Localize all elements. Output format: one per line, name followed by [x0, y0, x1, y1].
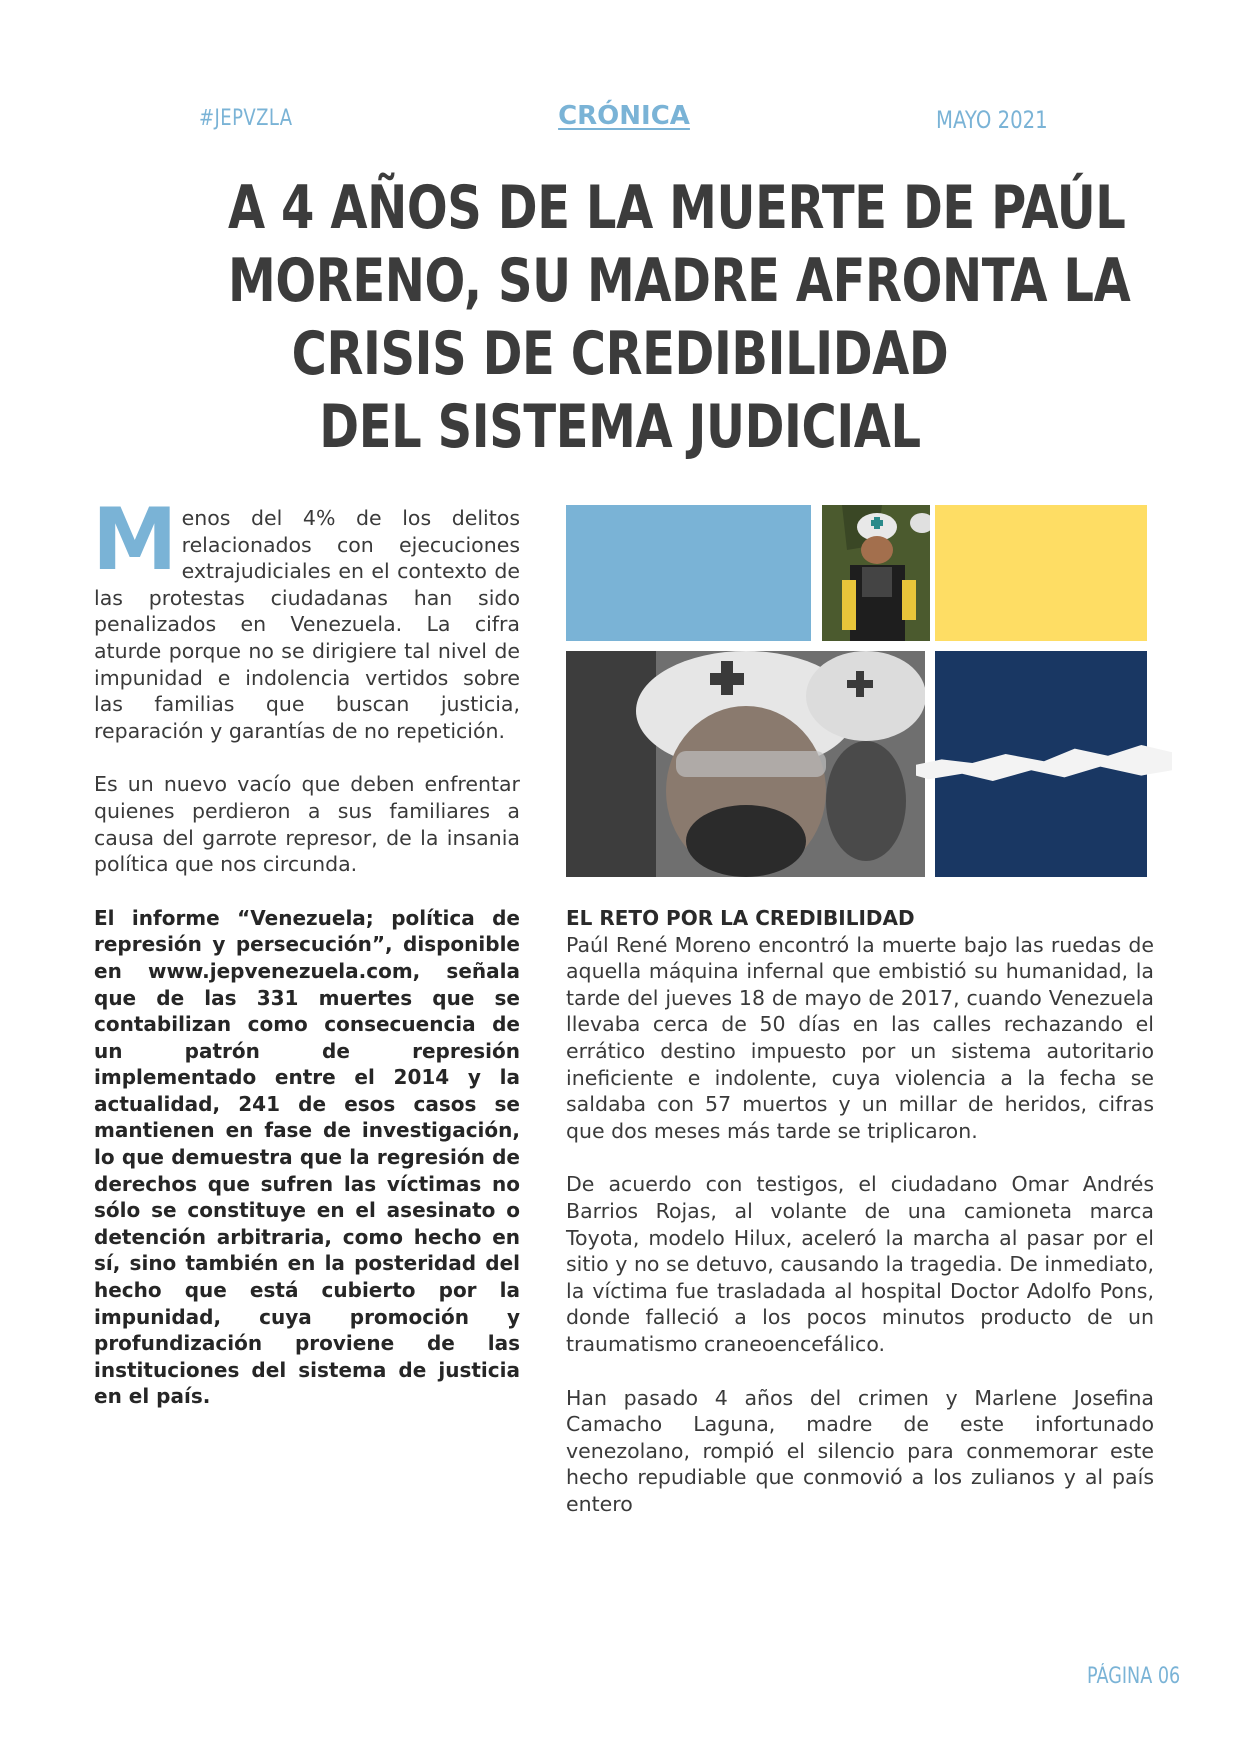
body-paragraph: Han pasado 4 años del crimen y Marlene Josefina Camacho Laguna, madre de este infortunado venezolano, rompió el silencio para conmemorar este hecho repudiable que conmovió a los zulianos y al país entero	[566, 1385, 1154, 1516]
intro-text: enos del 4% de los delitos relacionados con ejecuciones extrajudiciales en el contexto de las protestas ciudadanas han sido penalizados en Venezuela. La cifra aturde porque no se dirigiere tal nivel de impunidad e indolencia vertidos sobre las familias que buscan justicia, reparación y garantías de no repetición.	[94, 506, 520, 743]
headline-line: DEL SISTEMA JUDICIAL	[319, 392, 921, 462]
report-paragraph: El informe “Venezuela; política de represión y persecución”, disponible en www.jepvenezuela.com, señala que de las 331 muertes que se contabilizan como consecuencia de un patrón de represión implementado entre el 2014 y la actualidad, 241 de esos casos se mantienen en fase de investigación, lo que demuestra que la regresión de derechos que sufren las víctimas no sólo se constituye en el asesinato o detención arbitraria, como hecho en sí, sino también en la posteridad del hecho que está cubierto por la impunidad, cuya promoción y profundización proviene de las instituciones del sistema de justicia en el país.	[94, 905, 520, 1409]
page-number: PÁGINA 06	[1087, 1664, 1181, 1689]
right-column	[566, 905, 1154, 1544]
intro-paragraph	[92, 490, 520, 744]
body-paragraph: De acuerdo con testigos, el ciudadano Omar Andrés Barrios Rojas, al volante de una camioneta marca Toyota, modelo Hilux, aceleró la marcha al pasar por el sitio y no se detuvo, causando la tragedia. De inmediato, la víctima fue trasladada al hospital Doctor Adolfo Pons, donde falleció a los pocos minutos producto de un traumatismo craneoencefálico.	[566, 1172, 1154, 1356]
rescuer-portrait-icon	[566, 651, 925, 877]
left-column	[92, 490, 520, 1437]
drop-cap: M	[92, 490, 178, 590]
rescuer-photo-large	[566, 651, 925, 877]
rescuers-photo-icon	[822, 505, 930, 641]
headline-line: CRISIS DE CREDIBILIDAD	[291, 319, 949, 389]
yellow-color-block	[935, 505, 1147, 641]
section-label: CRÓNICA	[558, 101, 690, 131]
issue-date: MAYO 2021	[936, 106, 1048, 134]
article-headline	[130, 172, 1131, 464]
headline-line: A 4 AÑOS DE LA MUERTE DE PAÚL	[228, 173, 1126, 243]
section-subhead: EL RETO POR LA CREDIBILIDAD	[566, 906, 915, 930]
rescuer-photo-small	[822, 505, 930, 641]
page-header	[0, 0, 1241, 160]
headline-line: MORENO, SU MADRE AFRONTA LA	[228, 246, 1131, 316]
body-paragraph: Es un nuevo vacío que deben enfrentar quienes perdieron a sus familiares a causa del garrote represor, de la insania política que nos circunda.	[94, 772, 520, 877]
body-paragraph: Paúl René Moreno encontró la muerte bajo las ruedas de aquella máquina infernal que embistió su humanidad, la tarde del jueves 18 de mayo de 2017, cuando Venezuela llevaba cerca de 50 días en las calles rechazando el errático destino impuesto por un sistema autoritario ineficiente e indolente, cuya violencia a la fecha se saldaba con 57 muertos y un millar de heridos, cifras que dos meses más tarde se triplicaron.	[566, 932, 1154, 1143]
blue-color-block	[566, 505, 811, 641]
hashtag: #JEPVZLA	[199, 106, 293, 131]
